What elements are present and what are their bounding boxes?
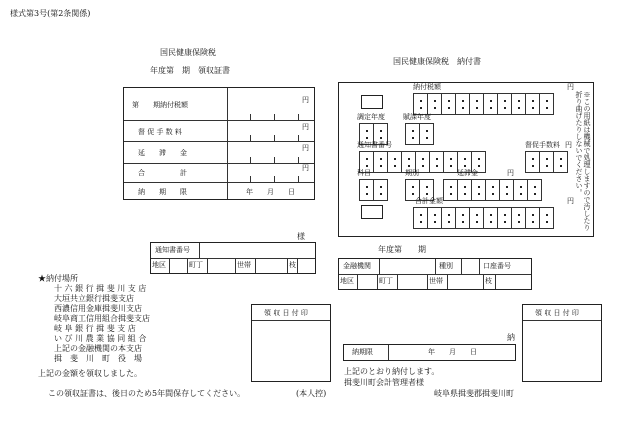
receipt-notice-no-label: 通知書番号 [155,246,190,254]
row-total-label: 合 計 [138,169,187,177]
fee-yen: 円 [565,141,572,149]
slip-stamp-label: 領 収 日 付 印 [535,309,579,317]
row-deadline-label: 納 期 限 [138,188,187,196]
item-label: 科目 [357,169,371,177]
kind-label: 種別 [439,262,453,270]
place-1: 大垣共立銀行揖斐支店 [54,294,134,303]
honorific-sama: 様 [297,232,305,241]
row-late-fee-label: 延 滞 金 [138,149,187,157]
places-list [54,284,150,364]
receipt-household-label: 世帯 [237,261,251,269]
tax-amount-yen: 円 [567,83,574,91]
receipt-title: 年度第 期 領収証書 [150,66,230,75]
receipt-branch-label: 枝 [289,261,296,269]
slip-stamp-box [522,304,602,382]
keep-note: この領収証書は、後日のため5年間保存してください。 [48,389,246,398]
total-yen: 円 [567,197,574,205]
place-3: 岐阜商工信用組合揖斐支店 [54,314,150,323]
receipt-stamp-label: 領 収 日 付 印 [264,309,308,317]
late-fee-yen: 円 [507,169,514,177]
designated-year-label: 調定年度 [357,113,385,121]
receipt-stamp-box [251,304,331,382]
row-period-tax-label: 第 期納付税額 [132,101,188,109]
slip-branch-label: 枝 [485,277,492,285]
slip-bank-strip [338,258,532,290]
yen-3: 円 [302,144,309,152]
account-label: 口座番号 [483,262,511,270]
slip-nou: 納 [507,333,515,342]
yen-1: 円 [302,96,309,104]
payment-slip-frame [338,82,594,237]
slip-town-label: 町丁 [379,277,393,285]
slip-side-note: ※この用紙は機械で処理しますので汚したり折り曲げたりしないでください。 [575,91,591,231]
place-0: 十 六 銀 行 揖 斐 川 支 店 [54,284,147,293]
place-7: 揖 斐 川 町 役 場 [54,354,142,363]
slip-town-name: 岐阜県揖斐郡揖斐川町 [434,389,514,398]
place-6: 上記の金融機関の本支店 [54,344,142,353]
assessed-year-digits [405,123,434,145]
places-title: ★納付場所 [38,274,78,283]
total-digits [413,207,554,229]
slip-to: 揖斐川町会計管理者様 [344,378,424,387]
slip-notice-no-label: 通知書番号 [357,141,392,149]
receipt-town-label: 町丁 [189,261,203,269]
place-4: 岐 阜 銀 行 揖 斐 支 店 [54,324,136,333]
slip-paid-statement: 上記のとおり納付します。 [344,367,440,376]
receipt-notice-strip [150,242,316,274]
slip-household-label: 世帯 [429,277,443,285]
form-number: 様式第3号(第2条関係) [10,9,91,18]
assessed-year-label: 賦課年度 [403,113,431,121]
item-digits [359,179,388,201]
place-5: い び 川 農 業 協 同 組 合 [54,334,147,343]
slip-district-label: 地区 [340,277,354,285]
slip-deadline-box [343,344,516,361]
deadline-ymd: 年 月 日 [246,188,295,196]
keep-note-who: (本人控) [296,389,327,398]
tax-amount-digits [413,93,554,115]
late-fee-label: 延滞金 [457,169,478,177]
fee-label: 督促手数料 [525,141,560,149]
received-statement: 上記の金額を領収しました。 [38,369,142,378]
tax-amount-label: 納付税額 [413,83,441,91]
receipt-amount-table [123,87,315,200]
slip-year-period: 年度第 期 [378,245,426,254]
payment-title: 国民健康保険税 納付書 [393,57,481,66]
period-label: 期別 [405,169,419,177]
row-delinquency-fee-label: 督 促 手 数 料 [138,128,182,136]
receipt-tax-name: 国民健康保険税 [160,48,216,57]
slip-deadline-ymd: 年 月 日 [428,348,477,356]
fee-digits [525,151,568,173]
bank-label: 金融機関 [343,262,371,270]
yen-2: 円 [302,123,309,131]
total-label: 合計金額 [415,197,443,205]
receipt-district-label: 地区 [152,261,166,269]
yen-4: 円 [302,164,309,172]
late-fee-digits [443,179,542,201]
place-2: 西濃信用金庫揖斐川支店 [54,304,142,313]
slip-deadline-label: 納期限 [352,348,373,356]
